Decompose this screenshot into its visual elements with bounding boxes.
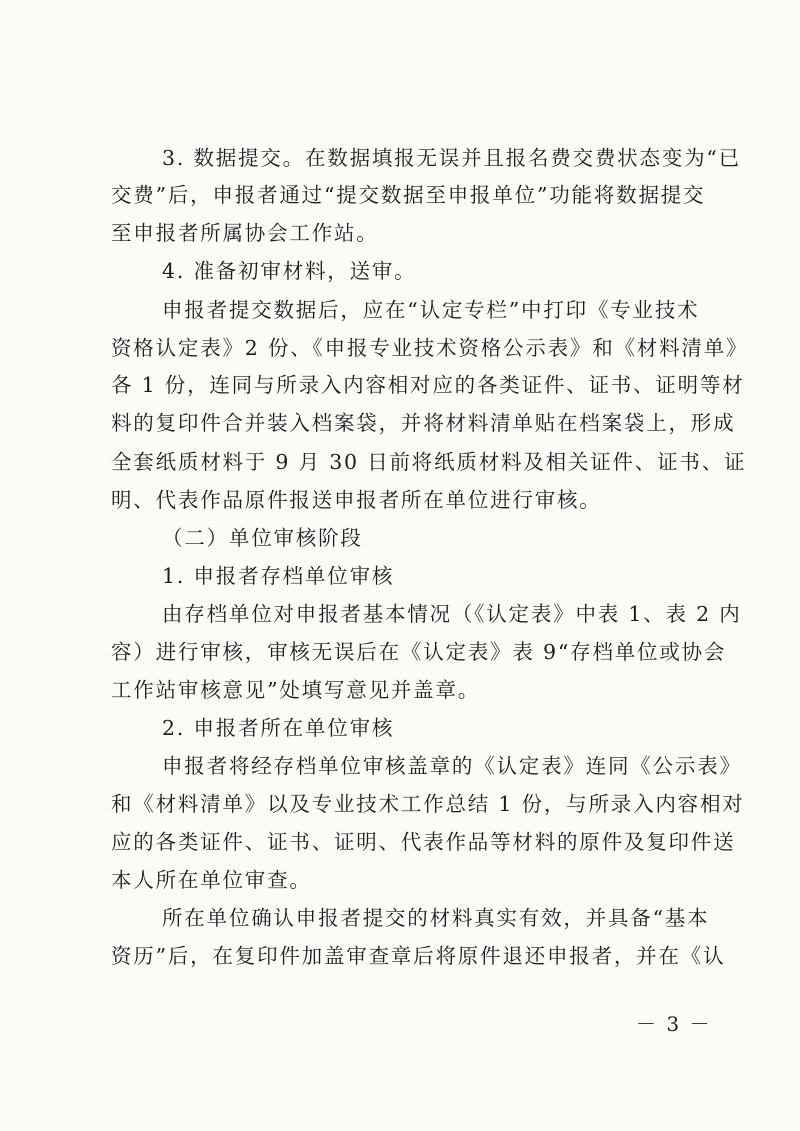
subheading-archive-unit-review: 1. 申报者存档单位审核 (162, 564, 395, 588)
text-line-19: 应的各类证件、证书、证明、代表作品等材料的原件及复印件送 (111, 830, 736, 854)
text-line-6: 资格认定表》2 份、《申报专业技术资格公示表》和《材料清单》 (111, 336, 749, 360)
subheading-employer-review: 2. 申报者所在单位审核 (162, 716, 395, 740)
text-line-22: 资历”后，在复印件加盖审查章后将原件退还申报者，并在《认 (111, 944, 726, 968)
text-line-10: 明、代表作品原件报送申报者所在单位进行审核。 (111, 488, 602, 512)
text-line-4: 4. 准备初审材料，送审。 (162, 259, 417, 283)
text-line-2: 交费”后，申报者通过“提交数据至申报单位”功能将数据提交 (111, 183, 706, 207)
text-line-9: 全套纸质材料于 9 月 30 日前将纸质材料及相关证件、证书、证 (111, 450, 747, 474)
text-line-15: 工作站审核意见”处填写意见并盖章。 (111, 678, 481, 702)
text-line-5: 申报者提交数据后，应在“认定专栏”中打印《专业技术 (162, 298, 700, 322)
page-number: － 3 － (636, 1012, 712, 1036)
text-line-21: 所在单位确认申报者提交的材料真实有效，并具备“基本 (162, 906, 710, 930)
text-line-13: 由存档单位对申报者基本情况（《认定表》中表 1、表 2 内 (162, 602, 742, 626)
text-line-14: 容）进行审核，审核无误后在《认定表》表 9“存档单位或协会 (111, 640, 727, 664)
text-line-17: 申报者将经存档单位审核盖章的《认定表》连同《公示表》 (162, 754, 742, 778)
text-line-20: 本人所在单位审查。 (111, 868, 312, 892)
text-line-3: 至申报者所属协会工作站。 (111, 221, 379, 245)
section-heading-unit-review: （二）单位审核阶段 (162, 526, 363, 550)
text-line-1: 3. 数据提交。在数据填报无误并且报名费交费状态变为“已 (162, 146, 741, 170)
text-line-8: 料的复印件合并装入档案袋，并将材料清单贴在档案袋上，形成 (111, 411, 736, 435)
text-line-18: 和《材料清单》以及专业技术工作总结 1 份，与所录入内容相对 (111, 792, 745, 816)
text-line-7: 各 1 份，连同与所录入内容相对应的各类证件、证书、证明等材 (111, 373, 745, 397)
